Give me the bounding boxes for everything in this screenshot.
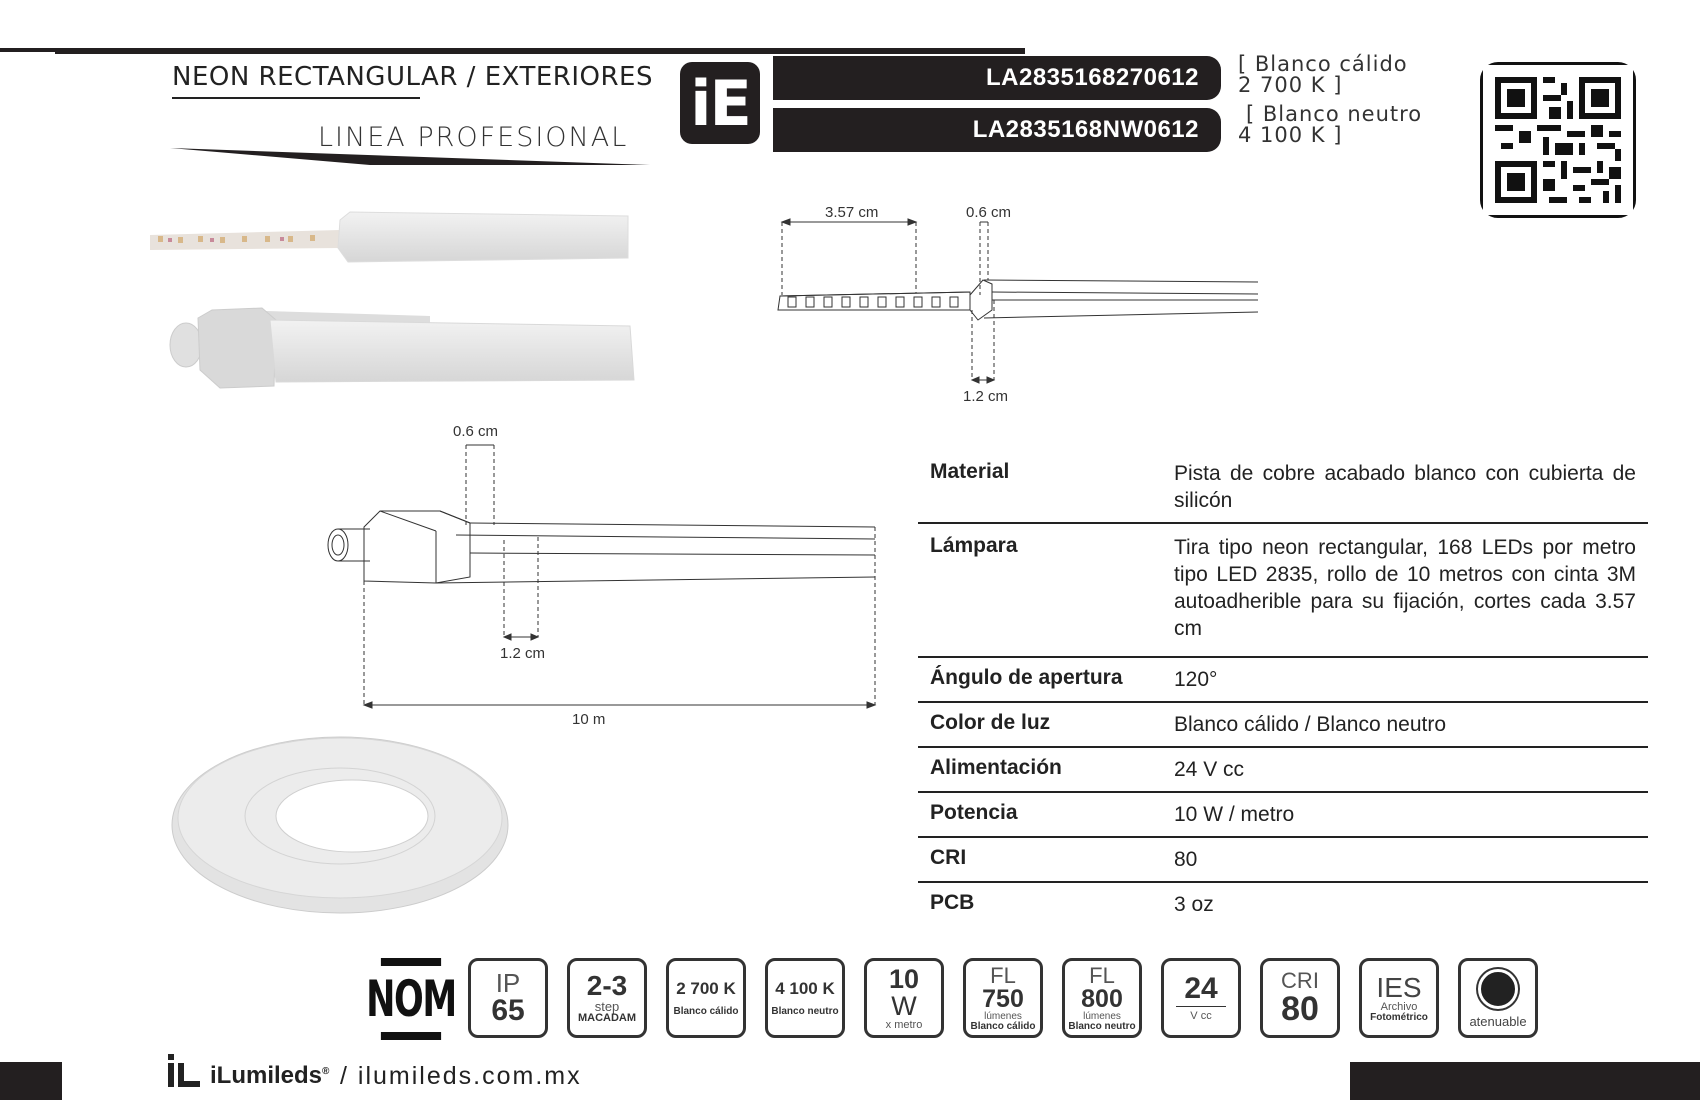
product-strip-illustration [150, 210, 650, 390]
ilumileds-logo [168, 1052, 202, 1088]
spec-value: 24 V cc [1174, 758, 1245, 781]
ip-badge-top: IP [495, 968, 521, 998]
lumens-warm-badge-bottom: Blanco cálido [970, 1020, 1036, 1032]
dimmable-badge [1458, 958, 1538, 1038]
footer-brand [210, 1062, 329, 1090]
footer-url[interactable]: / ilumileds.com.mx [340, 1062, 582, 1090]
code-note-neutral-line2: 4 100 K ] [1238, 123, 1343, 147]
footer-brand-reg: ® [322, 1066, 330, 1077]
lumens-warm-badge-main: 750 [982, 984, 1024, 1013]
code-note-neutral [1238, 104, 1422, 146]
lumens-warm-badge-mid: lúmenes [984, 1010, 1022, 1022]
cri-badge [1260, 958, 1340, 1038]
spec-row-alimentacion [918, 747, 1648, 792]
spec-row-potencia [918, 792, 1648, 837]
spec-value: Pista de cobre acabado blanco con cubierta de silicón [1174, 462, 1636, 512]
spec-row-lampara [918, 523, 1648, 657]
lumens-neutral-badge-main: 800 [1081, 984, 1123, 1013]
side-dimension-diagram [320, 415, 880, 725]
spec-row-cri [918, 837, 1648, 882]
spec-value: 120° [1174, 668, 1218, 691]
product-code-warm: LA2835168270612 [773, 56, 1221, 100]
cri-badge-main: 80 [1281, 990, 1319, 1028]
macadam-badge-top: 2-3 [586, 970, 628, 1001]
page-title: NEON RECTANGULAR / EXTERIORES [172, 62, 653, 92]
spec-value: 10 W / metro [1174, 803, 1295, 826]
footer-bar-right [1350, 1062, 1700, 1100]
dimmer-icon [1478, 969, 1518, 1009]
dim-label-thickness-top: 0.6 cm [966, 204, 1012, 221]
warm-temp-badge [666, 958, 746, 1038]
lumens-warm-badge [963, 958, 1043, 1038]
product-code-neutral: LA2835168NW0612 [773, 108, 1221, 152]
code-note-warm-line2: 2 700 K ] [1238, 73, 1343, 97]
cri-badge-top: CRI [1281, 968, 1319, 993]
watts-badge [864, 958, 944, 1038]
lumens-neutral-badge-bottom: Blanco neutro [1068, 1020, 1136, 1032]
qr-code[interactable] [1480, 62, 1636, 218]
spec-table [918, 456, 1648, 926]
macadam-badge-bottom: MACADAM [577, 1012, 637, 1024]
code-note-warm-line1: [ Blanco cálido [1238, 52, 1408, 76]
ies-badge-mid: Archivo [1380, 1000, 1418, 1013]
voltage-badge-main: 24 [1176, 974, 1225, 1007]
reel-illustration [170, 730, 510, 920]
ip-badge-main: 65 [491, 994, 525, 1027]
ip-badge [468, 958, 548, 1038]
watts-badge-top: 10 [888, 963, 920, 994]
ilumileds-logo-icon [168, 1052, 202, 1088]
lumens-warm-badge-top: FL [990, 962, 1016, 988]
footer-bar-left [0, 1062, 62, 1100]
macadam-badge [567, 958, 647, 1038]
lumens-neutral-badge-top: FL [1089, 962, 1115, 988]
dim-label-width: 3.57 cm [825, 204, 879, 221]
spec-key: Alimentación [930, 756, 1062, 779]
voltage-badge-bottom: V cc [1190, 1010, 1212, 1022]
voltage-badge [1161, 958, 1241, 1038]
spec-value: Blanco cálido / Blanco neutro [1174, 713, 1447, 736]
ies-badge-bottom: Fotométrico [1370, 1011, 1428, 1023]
watts-badge-main: W [891, 990, 917, 1021]
spec-key: Ángulo de apertura [930, 666, 1123, 689]
neutral-temp-badge-bottom: Blanco neutro [771, 1005, 839, 1017]
spec-row-color [918, 702, 1648, 747]
spec-key: Color de luz [930, 711, 1051, 734]
top-rule-thin [0, 52, 55, 54]
lumens-neutral-badge [1062, 958, 1142, 1038]
spec-value: 80 [1174, 848, 1198, 871]
code-note-neutral-line1: [ Blanco neutro [1246, 102, 1423, 126]
subtitle-swoosh [170, 145, 650, 169]
top-dimension-diagram [770, 200, 1270, 410]
spec-value: Tira tipo neon rectangular, 168 LEDs por metro tipo LED 2835, rollo de 10 metros con cinta 3M autoadherible para su fijación, cortes cada 3.57 cm [1174, 536, 1636, 640]
spec-value: 3 oz [1174, 893, 1214, 916]
code-note-warm [1238, 54, 1408, 96]
ies-badge [1359, 958, 1439, 1038]
warm-temp-badge-bottom: Blanco cálido [673, 1005, 739, 1017]
qr-pattern [1483, 65, 1633, 215]
ies-badge-top: IES [1376, 971, 1422, 1003]
ie-logo: iE [680, 62, 760, 144]
spec-key: Potencia [930, 801, 1018, 824]
dim-label-height-side: 1.2 cm [500, 645, 546, 662]
spec-key: Material [930, 460, 1010, 483]
neutral-temp-badge-main: 4 100 K [775, 978, 835, 998]
dim-label-thickness-side: 0.6 cm [453, 423, 499, 440]
title-underline [172, 97, 420, 99]
spec-row-material [918, 456, 1648, 523]
top-rule [0, 48, 1025, 54]
dimmable-badge-bottom: atenuable [1469, 1013, 1527, 1029]
footer-brand-name: iLumileds [210, 1062, 323, 1089]
spec-row-angulo [918, 657, 1648, 702]
page-subtitle: LINEA PROFESIONAL [318, 122, 629, 153]
macadam-badge-mid: step [594, 999, 620, 1014]
dim-label-height-top: 1.2 cm [963, 388, 1009, 405]
lumens-neutral-badge-mid: lúmenes [1083, 1010, 1121, 1022]
spec-key: PCB [930, 891, 975, 914]
spec-key: Lámpara [930, 534, 1018, 557]
spec-row-pcb [918, 882, 1648, 926]
nom-badge: NOM [381, 958, 441, 1040]
spec-key: CRI [930, 846, 967, 869]
dim-label-length: 10 m [572, 711, 606, 725]
neutral-temp-badge [765, 958, 845, 1038]
watts-badge-bottom: x metro [885, 1018, 923, 1031]
warm-temp-badge-main: 2 700 K [676, 978, 736, 998]
